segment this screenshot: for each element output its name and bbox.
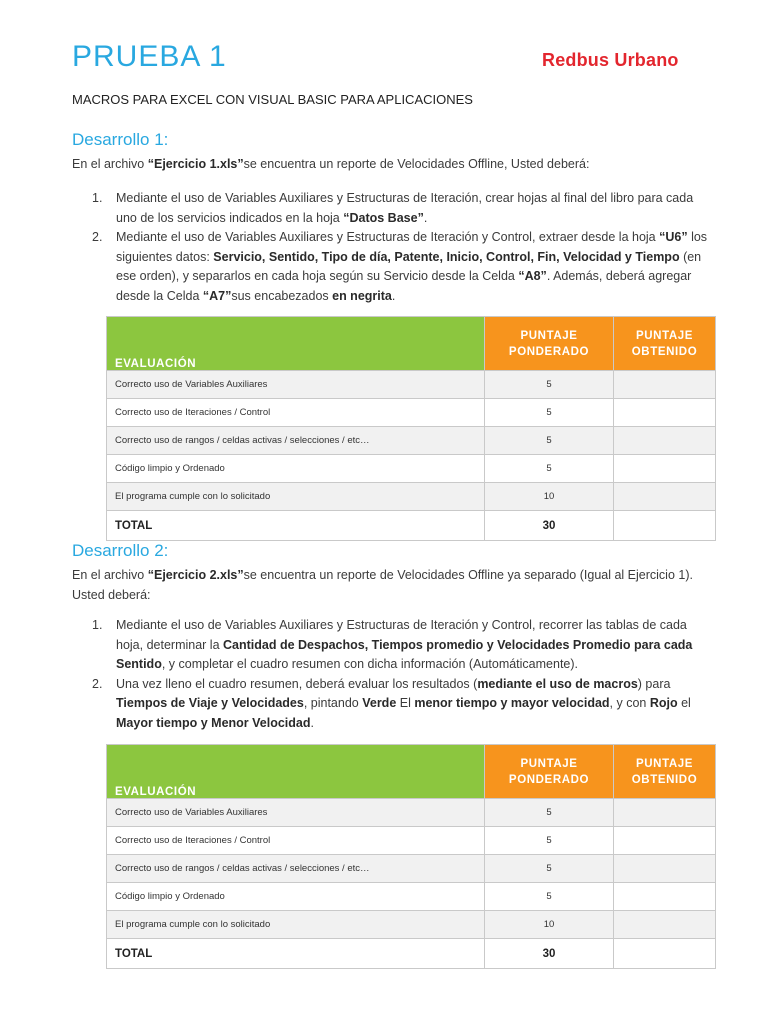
table-row <box>107 911 716 939</box>
table-row <box>107 855 716 883</box>
criterio-cell: Correcto uso de Variables Auxiliares <box>107 371 485 399</box>
item-bold: Servicio, Sentido, Tipo de día, Patente, Inicio, Control, Fin, Velocidad y Tiempo <box>213 249 680 264</box>
item-bold: Verde <box>362 696 397 711</box>
criterio-cell: Correcto uso de rangos / celdas activas / selecciones / etc… <box>107 427 485 455</box>
item-bold: “U6” <box>659 230 688 245</box>
list-number: 1. <box>92 191 103 205</box>
item-text: el <box>677 696 691 711</box>
item-text: Una vez lleno el cuadro resumen, deberá evaluar los resultados ( <box>116 676 478 691</box>
total-obtenido-cell[interactable] <box>614 511 716 541</box>
item-bold: mediante el uso de macros <box>477 676 638 691</box>
evaluation-table-2 <box>106 744 716 969</box>
task-list-1 <box>72 189 712 307</box>
obtenido-cell[interactable] <box>614 399 716 427</box>
total-row <box>107 939 716 969</box>
list-item <box>72 616 712 675</box>
item-text: , pintando <box>303 696 363 711</box>
section-intro-1 <box>72 155 712 175</box>
obtenido-cell[interactable] <box>614 371 716 399</box>
item-text: los siguientes datos: <box>116 230 708 264</box>
item-text: . <box>423 210 428 225</box>
item-bold: Tiempos de Viaje y Velocidades <box>116 696 304 711</box>
evaluation-table-1 <box>106 316 716 541</box>
puntaje-cell: 5 <box>485 883 614 911</box>
table-row <box>107 371 716 399</box>
brand-logo: Redbus Urbano <box>542 50 679 70</box>
total-label: TOTAL <box>107 511 485 541</box>
criterio-cell: Correcto uso de rangos / celdas activas / selecciones / etc… <box>107 855 485 883</box>
header-evaluacion: EVALUACIÓN <box>107 745 485 799</box>
item-text: Mediante el uso de Variables Auxiliares y Estructuras de Iteración y Control, recorrer las tablas de cada hoja, determinar la <box>116 618 687 652</box>
criterio-cell: Correcto uso de Iteraciones / Control <box>107 827 485 855</box>
obtenido-cell[interactable] <box>614 911 716 939</box>
puntaje-cell: 5 <box>485 455 614 483</box>
table-row <box>107 883 716 911</box>
obtenido-cell[interactable] <box>614 883 716 911</box>
obtenido-cell[interactable] <box>614 483 716 511</box>
item-text: . Además, deberá agregar desde la Celda <box>116 269 692 303</box>
table-row <box>107 455 716 483</box>
obtenido-cell[interactable] <box>614 799 716 827</box>
total-obtenido-cell[interactable] <box>614 939 716 969</box>
header-puntaje-obtenido: PUNTAJE OBTENIDO <box>614 745 716 799</box>
section-heading-1: Desarrollo 1: <box>72 130 169 149</box>
obtenido-cell[interactable] <box>614 455 716 483</box>
item-bold: Cantidad de Despachos, Tiempos promedio y Velocidades Promedio para cada Sentido <box>116 637 693 672</box>
intro-text: En el archivo <box>72 568 148 582</box>
item-text: , y con <box>609 696 650 711</box>
item-bold: en negrita <box>332 288 392 303</box>
puntaje-cell: 10 <box>485 911 614 939</box>
item-text: sus encabezados <box>231 288 333 303</box>
puntaje-cell: 5 <box>485 399 614 427</box>
puntaje-cell: 5 <box>485 799 614 827</box>
list-item <box>72 228 712 306</box>
item-text: El <box>396 696 415 711</box>
header-puntaje-ponderado: PUNTAJE PONDERADO <box>485 317 614 371</box>
criterio-cell: Correcto uso de Iteraciones / Control <box>107 399 485 427</box>
list-number: 2. <box>92 230 103 245</box>
page-subtitle: MACROS PARA EXCEL CON VISUAL BASIC PARA APLICACIONES <box>72 92 473 107</box>
page-title: PRUEBA 1 <box>72 40 227 73</box>
header-puntaje-ponderado: PUNTAJE PONDERADO <box>485 745 614 799</box>
intro-text: se encuentra un reporte de Velocidades Offline, Usted deberá: <box>243 157 590 171</box>
puntaje-cell: 10 <box>485 483 614 511</box>
header-puntaje-obtenido: PUNTAJE OBTENIDO <box>614 317 716 371</box>
total-value: 30 <box>485 939 614 969</box>
list-number: 1. <box>92 618 103 632</box>
item-text: (en ese orden), y separarlos en cada hoja según su Servicio desde la Celda <box>116 249 702 284</box>
criterio-cell: Correcto uso de Variables Auxiliares <box>107 799 485 827</box>
task-list-2 <box>72 616 712 734</box>
criterio-cell: Código limpio y Ordenado <box>107 883 485 911</box>
total-row <box>107 511 716 541</box>
total-label: TOTAL <box>107 939 485 969</box>
total-value: 30 <box>485 511 614 541</box>
puntaje-cell: 5 <box>485 827 614 855</box>
intro-text: se encuentra un reporte de Velocidades Offline ya separado (Igual al Ejercicio 1). Usted deberá: <box>72 568 693 602</box>
item-bold: Rojo <box>649 696 678 711</box>
intro-text: En el archivo <box>72 157 148 171</box>
list-item <box>72 675 712 734</box>
puntaje-cell: 5 <box>485 855 614 883</box>
section-heading-2: Desarrollo 2: <box>72 541 169 560</box>
item-text: , y completar el cuadro resumen con dicha información (Automáticamente). <box>161 657 579 672</box>
list-number: 2. <box>92 676 103 691</box>
item-text: . <box>310 715 314 730</box>
item-bold: “A8” <box>518 269 547 284</box>
item-text: Mediante el uso de Variables Auxiliares y Estructuras de Iteración, crear hojas al final del libro para cada uno de los servicios indicados en la hoja <box>116 191 694 225</box>
item-bold: menor tiempo y mayor velocidad <box>414 696 610 711</box>
criterio-cell: El programa cumple con lo solicitado <box>107 911 485 939</box>
obtenido-cell[interactable] <box>614 427 716 455</box>
item-text: . <box>391 288 396 303</box>
section-intro-2 <box>72 566 712 605</box>
puntaje-cell: 5 <box>485 427 614 455</box>
file-name: “Ejercicio 1.xls” <box>147 157 244 171</box>
table-row <box>107 427 716 455</box>
table-row <box>107 827 716 855</box>
criterio-cell: Código limpio y Ordenado <box>107 455 485 483</box>
table-row <box>107 399 716 427</box>
list-item <box>72 189 712 228</box>
obtenido-cell[interactable] <box>614 827 716 855</box>
table-row <box>107 799 716 827</box>
obtenido-cell[interactable] <box>614 855 716 883</box>
item-bold: “A7” <box>202 288 232 303</box>
item-text: ) para <box>637 676 671 691</box>
item-bold: “Datos Base” <box>343 210 424 225</box>
header-evaluacion: EVALUACIÓN <box>107 317 485 371</box>
item-text: Mediante el uso de Variables Auxiliares y Estructuras de Iteración y Control, extraer desde la hoja <box>116 230 660 245</box>
file-name: “Ejercicio 2.xls” <box>147 568 244 582</box>
criterio-cell: El programa cumple con lo solicitado <box>107 483 485 511</box>
table-row <box>107 483 716 511</box>
puntaje-cell: 5 <box>485 371 614 399</box>
item-bold: Mayor tiempo y Menor Velocidad <box>116 715 311 730</box>
